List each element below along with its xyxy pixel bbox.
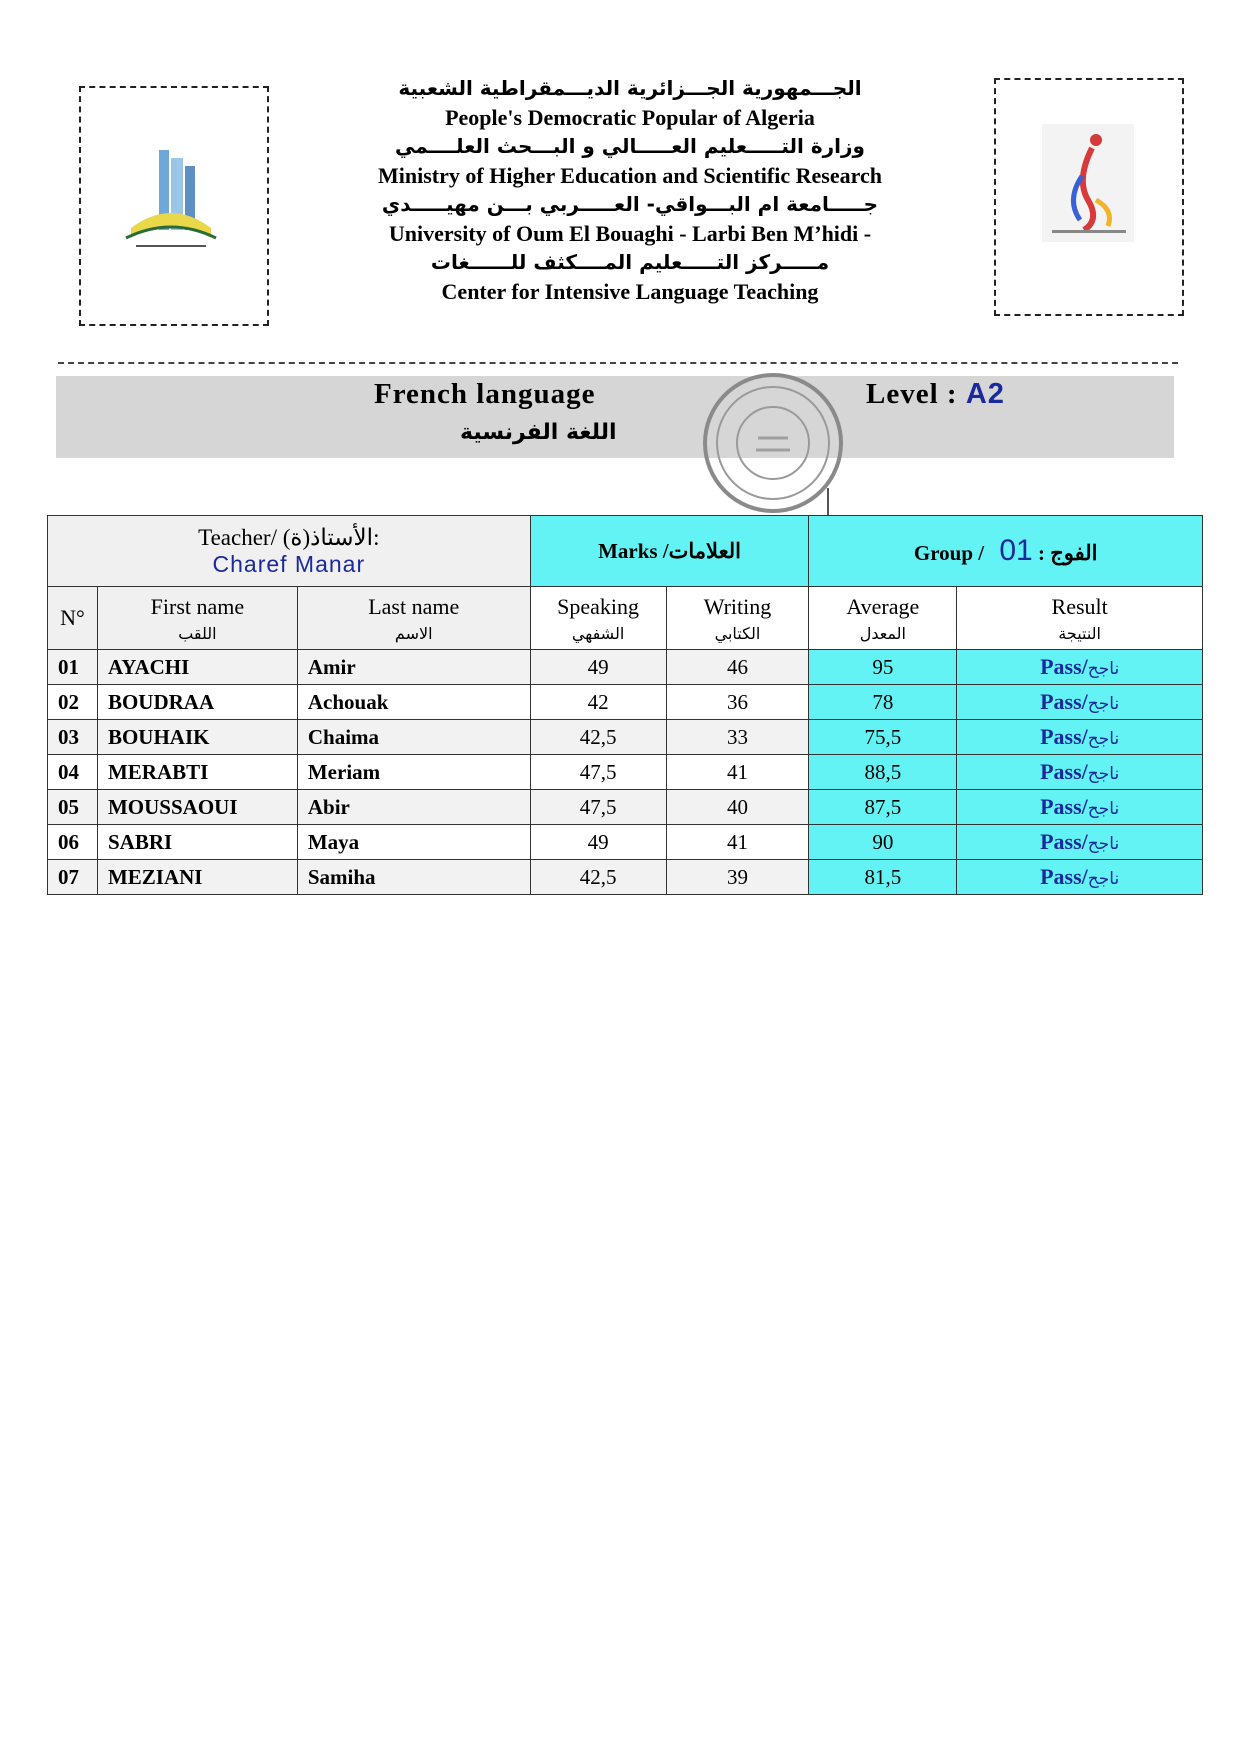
col-average [809,587,957,650]
row-result-en: Pass/ [1040,864,1088,889]
row-writing: 46 [666,650,809,685]
col-result [957,587,1203,650]
row-speaking: 42 [530,685,666,720]
center-logo-icon [996,80,1182,314]
header-line-en-3: University of Oum El Bouaghi - Larbi Ben M’hidi - [388,221,872,246]
col-num: N° [48,587,98,650]
row-last-name: Achouak [297,685,530,720]
col-writing-ar: الكتابي [714,623,761,643]
row-first-name: BOUDRAA [97,685,297,720]
row-first-name: BOUHAIK [97,720,297,755]
table-row [48,860,1203,895]
col-writing [666,587,809,650]
teacher-cell [48,516,531,587]
row-average: 95 [809,650,957,685]
table-row [48,755,1203,790]
row-result [957,755,1203,790]
row-average: 81,5 [809,860,957,895]
col-first-name [97,587,297,650]
row-writing: 33 [666,720,809,755]
col-first-name-ar: اللقب [178,623,217,643]
course-title-fr: French language [374,378,596,410]
row-last-name: Abir [297,790,530,825]
row-speaking: 47,5 [530,790,666,825]
col-last-name-en: Last name [368,593,460,619]
row-first-name: SABRI [97,825,297,860]
official-stamp-icon [698,368,848,518]
row-writing: 40 [666,790,809,825]
university-logo-icon [81,88,267,324]
row-result-en: Pass/ [1040,759,1088,784]
row-writing: 39 [666,860,809,895]
header-line-ar-3: جـــــامعة ام البـــواقي- العـــــربي بـــن مهيـــــدي [381,192,879,216]
col-first-name-en: First name [150,593,245,619]
group-value: 01 [999,534,1033,567]
row-result-ar: ناجح [1087,694,1120,714]
column-headers [48,587,1203,650]
row-result-ar: ناجح [1087,729,1120,749]
row-writing: 41 [666,825,809,860]
row-first-name: MEZIANI [97,860,297,895]
marks-table [47,515,1203,895]
table-row [48,720,1203,755]
row-result-ar: ناجح [1087,764,1120,784]
table-row [48,825,1203,860]
table-row [48,685,1203,720]
row-last-name: Chaima [297,720,530,755]
row-last-name: Maya [297,825,530,860]
header-line-en-4: Center for Intensive Language Teaching [441,279,819,304]
marks-header: Marks /العلامات [530,516,809,587]
row-speaking: 47,5 [530,755,666,790]
col-result-en: Result [1051,593,1108,619]
row-first-name: MERABTI [97,755,297,790]
table-top-header [48,516,1203,587]
col-result-ar: النتيجة [1058,623,1101,643]
row-average: 87,5 [809,790,957,825]
institution-header [290,74,970,306]
row-average: 90 [809,825,957,860]
level-value: A2 [965,378,1005,410]
teacher-name: Charef Manar [212,550,366,577]
row-result [957,685,1203,720]
row-result-ar: ناجح [1087,799,1120,819]
row-result [957,720,1203,755]
row-result-en: Pass/ [1040,724,1088,749]
row-last-name: Amir [297,650,530,685]
course-title-ar: اللغة الفرنسية [460,420,617,445]
title-band [56,376,1174,458]
row-result-ar: ناجح [1087,834,1120,854]
row-average: 75,5 [809,720,957,755]
header-line-ar-1: الجـــمهورية الجـــزائرية الديـــمقراطية الشعبية [398,76,862,100]
row-first-name: AYACHI [97,650,297,685]
row-speaking: 42,5 [530,720,666,755]
header-line-en-1: People's Democratic Popular of Algeria [445,105,815,130]
row-num: 06 [48,825,98,860]
header-line-ar-2: وزارة التـــــعليم العـــــالي و البـــحث العلــــمي [395,134,865,158]
row-result [957,825,1203,860]
row-speaking: 49 [530,650,666,685]
header-divider [58,362,1178,364]
row-average: 88,5 [809,755,957,790]
row-average: 78 [809,685,957,720]
row-num: 04 [48,755,98,790]
row-num: 05 [48,790,98,825]
col-last-name [297,587,530,650]
row-num: 02 [48,685,98,720]
table-row [48,790,1203,825]
col-writing-en: Writing [703,593,772,619]
university-logo-frame [79,86,269,326]
row-result [957,790,1203,825]
level-label: Level : [866,378,958,410]
row-writing: 36 [666,685,809,720]
header-line-en-2: Ministry of Higher Education and Scientific Research [378,163,882,188]
row-result-en: Pass/ [1040,654,1088,679]
row-result [957,650,1203,685]
header-line-ar-4: مـــــركز التـــــعليم المــــكثف للــــــغات [430,250,830,274]
row-result-ar: ناجح [1087,869,1120,889]
row-last-name: Meriam [297,755,530,790]
group-header [809,516,1203,587]
row-result-ar: ناجح [1087,659,1120,679]
row-num: 07 [48,860,98,895]
row-num: 03 [48,720,98,755]
col-speaking-ar: الشفهي [571,623,625,643]
row-result-en: Pass/ [1040,794,1088,819]
row-first-name: MOUSSAOUI [97,790,297,825]
center-logo-frame [994,78,1184,316]
teacher-label: Teacher/ (الأستاذ(ة: [198,524,380,550]
col-last-name-ar: الاسم [394,623,433,643]
row-writing: 41 [666,755,809,790]
row-result-en: Pass/ [1040,689,1088,714]
row-num: 01 [48,650,98,685]
row-speaking: 42,5 [530,860,666,895]
row-speaking: 49 [530,825,666,860]
row-result-en: Pass/ [1040,829,1088,854]
col-average-en: Average [846,593,920,619]
col-average-ar: المعدل [859,623,906,643]
col-speaking-en: Speaking [557,593,640,619]
group-label: Group / الفوج : [913,541,1098,565]
level-indicator [866,378,1005,411]
table-row [48,650,1203,685]
col-speaking [530,587,666,650]
row-last-name: Samiha [297,860,530,895]
row-result [957,860,1203,895]
